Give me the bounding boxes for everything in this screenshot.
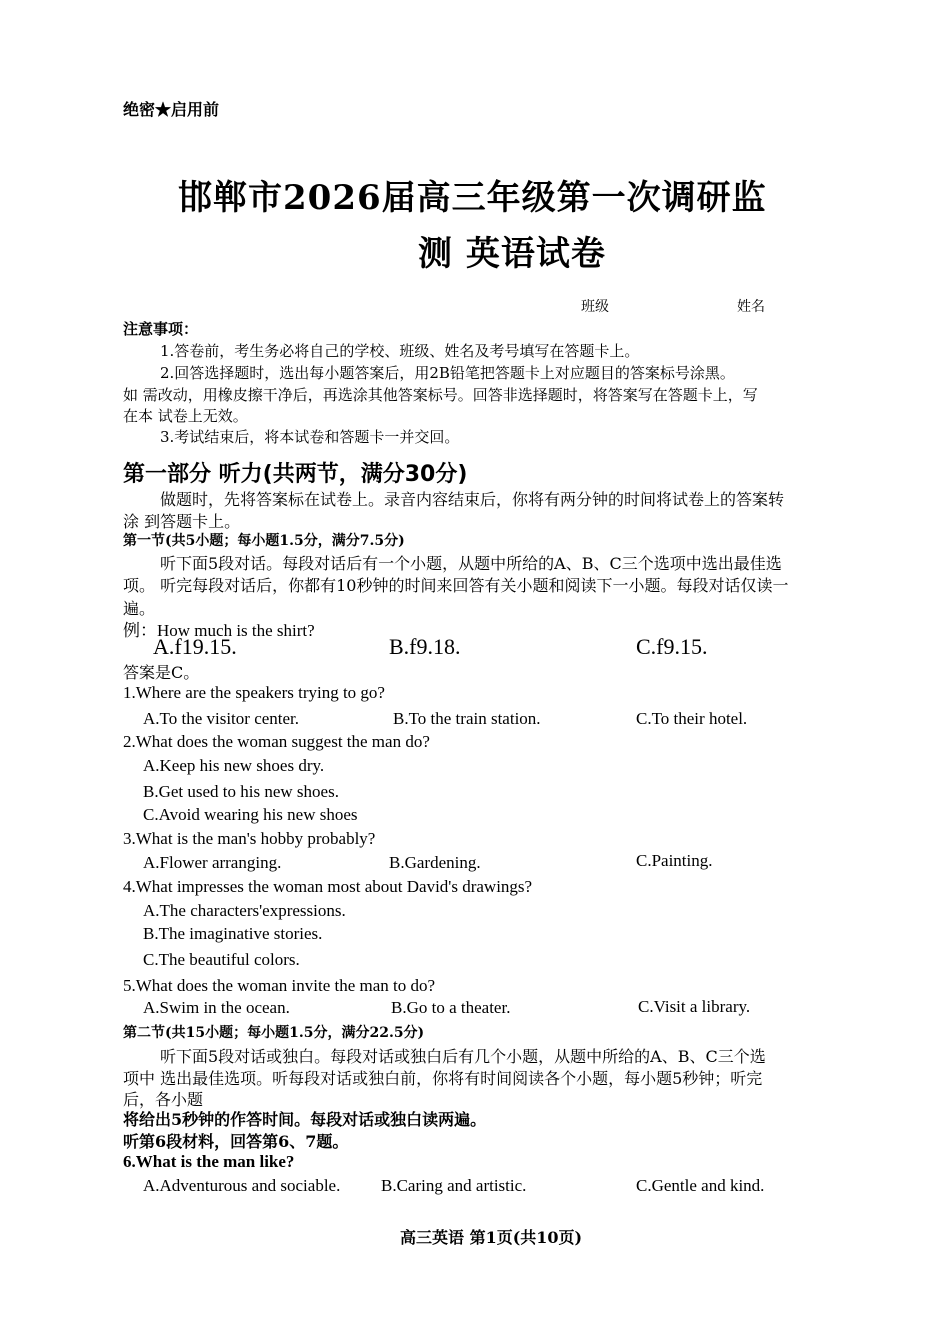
part1-heading: 第一部分 听力(共两节，满分30分) — [123, 462, 468, 487]
q3-option-c: C.Painting. — [636, 851, 713, 870]
note-item-3: 3.考试结束后，将本试卷和答题卡一并交回。 — [160, 428, 460, 446]
note-item-2-cont2: 在本 试卷上无效。 — [123, 407, 248, 425]
question-2: 2.What does the woman suggest the man do? — [123, 732, 430, 751]
question-1: 1.Where are the speakers trying to go? — [123, 683, 385, 702]
secret-label: 绝密★启用前 — [123, 100, 220, 119]
q2-option-a: A.Keep his new shoes dry. — [143, 756, 325, 775]
section2-instructions: 听下面5段对话或独白。每段对话或独白后有几个小题，从题中所给的A、B、C三个选 — [160, 1047, 766, 1066]
q1-option-c: C.To their hotel. — [636, 709, 748, 728]
q3-option-a: A.Flower arranging. — [143, 853, 282, 872]
section2-instructions-bold: 将给出5秒钟的作答时间。每段对话或独白读两遍。 — [123, 1110, 487, 1129]
note-item-1: 1.答卷前，考生务必将自己的学校、班级、姓名及考号填写在答题卡上。 — [160, 342, 640, 360]
exam-title-line2: 测 英语试卷 — [418, 234, 606, 274]
notes-heading: 注意事项： — [123, 320, 199, 338]
q6-option-c: C.Gentle and kind. — [636, 1176, 765, 1195]
section2-instructions-cont2: 后，各小题 — [123, 1090, 204, 1109]
q2-option-c: C.Avoid wearing his new shoes — [143, 805, 358, 824]
section1-instructions: 听下面5段对话。每段对话后有一个小题，从题中所给的A、B、C三个选项中选出最佳选 — [160, 554, 782, 573]
page-footer: 高三英语 第1页(共10页) — [400, 1228, 583, 1247]
section2-heading: 第二节(共15小题；每小题1.5分，满分22.5分) — [123, 1025, 425, 1041]
part1-intro-cont: 涂 到答题卡上。 — [123, 512, 241, 531]
question-4: 4.What impresses the woman most about David's drawings? — [123, 877, 533, 896]
exam-title-line1: 邯郸市2026届高三年级第一次调研监 — [178, 178, 767, 218]
note-item-2: 2.回答选择题时，选出每小题答案后，用2B铅笔把答题卡上对应题目的答案标号涂黑。 — [160, 364, 735, 382]
example-option-c: C.f9.15. — [636, 634, 708, 659]
q2-option-b: B.Get used to his new shoes. — [143, 782, 339, 801]
q6-option-b: B.Caring and artistic. — [381, 1176, 527, 1195]
q3-option-b: B.Gardening. — [389, 853, 481, 872]
q1-option-b: B.To the train station. — [393, 709, 541, 728]
section2-instructions-cont: 项中 选出最佳选项。听每段对话或独白前，你将有时间阅读各个小题，每小题5秒钟；听完 — [123, 1069, 763, 1088]
question-6: 6.What is the man like? — [123, 1152, 295, 1171]
q5-option-a: A.Swim in the ocean. — [143, 998, 290, 1017]
name-label: 姓名 — [737, 299, 765, 315]
q4-option-b: B.The imaginative stories. — [143, 924, 323, 943]
part1-intro: 做题时，先将答案标在试卷上。录音内容结束后，你将有两分钟的时间将试卷上的答案转 — [160, 490, 785, 509]
note-item-2-cont: 如 需改动，用橡皮擦干净后，再选涂其他答案标号。回答非选择题时，将答案写在答题卡上，写 — [123, 386, 758, 404]
class-label: 班级 — [581, 299, 609, 315]
example-option-a: A.f19.15. — [153, 634, 237, 659]
q5-option-b: B.Go to a theater. — [391, 998, 511, 1017]
question-5: 5.What does the woman invite the man to do? — [123, 976, 436, 995]
q1-option-a: A.To the visitor center. — [143, 709, 300, 728]
q4-option-a: A.The characters'expressions. — [143, 901, 346, 920]
q5-option-c: C.Visit a library. — [638, 997, 751, 1016]
question-3: 3.What is the man's hobby probably? — [123, 829, 376, 848]
section1-instructions-cont: 项。 听完每段对话后，你都有10秒钟的时间来回答有关小题和阅读下一小题。每段对话仅读一 — [123, 576, 789, 595]
example-option-b: B.f9.18. — [389, 634, 461, 659]
q4-option-c: C.The beautiful colors. — [143, 950, 300, 969]
section1-heading: 第一节(共5小题；每小题1.5分，满分7.5分) — [123, 533, 405, 549]
example-question: 例：How much is the shirt? — [123, 621, 315, 640]
example-answer: 答案是C。 — [123, 663, 200, 682]
material-6-label: 听第6段材料，回答第6、7题。 — [123, 1132, 349, 1151]
q6-option-a: A.Adventurous and sociable. — [143, 1176, 341, 1195]
section1-instructions-cont2: 遍。 — [123, 599, 156, 618]
